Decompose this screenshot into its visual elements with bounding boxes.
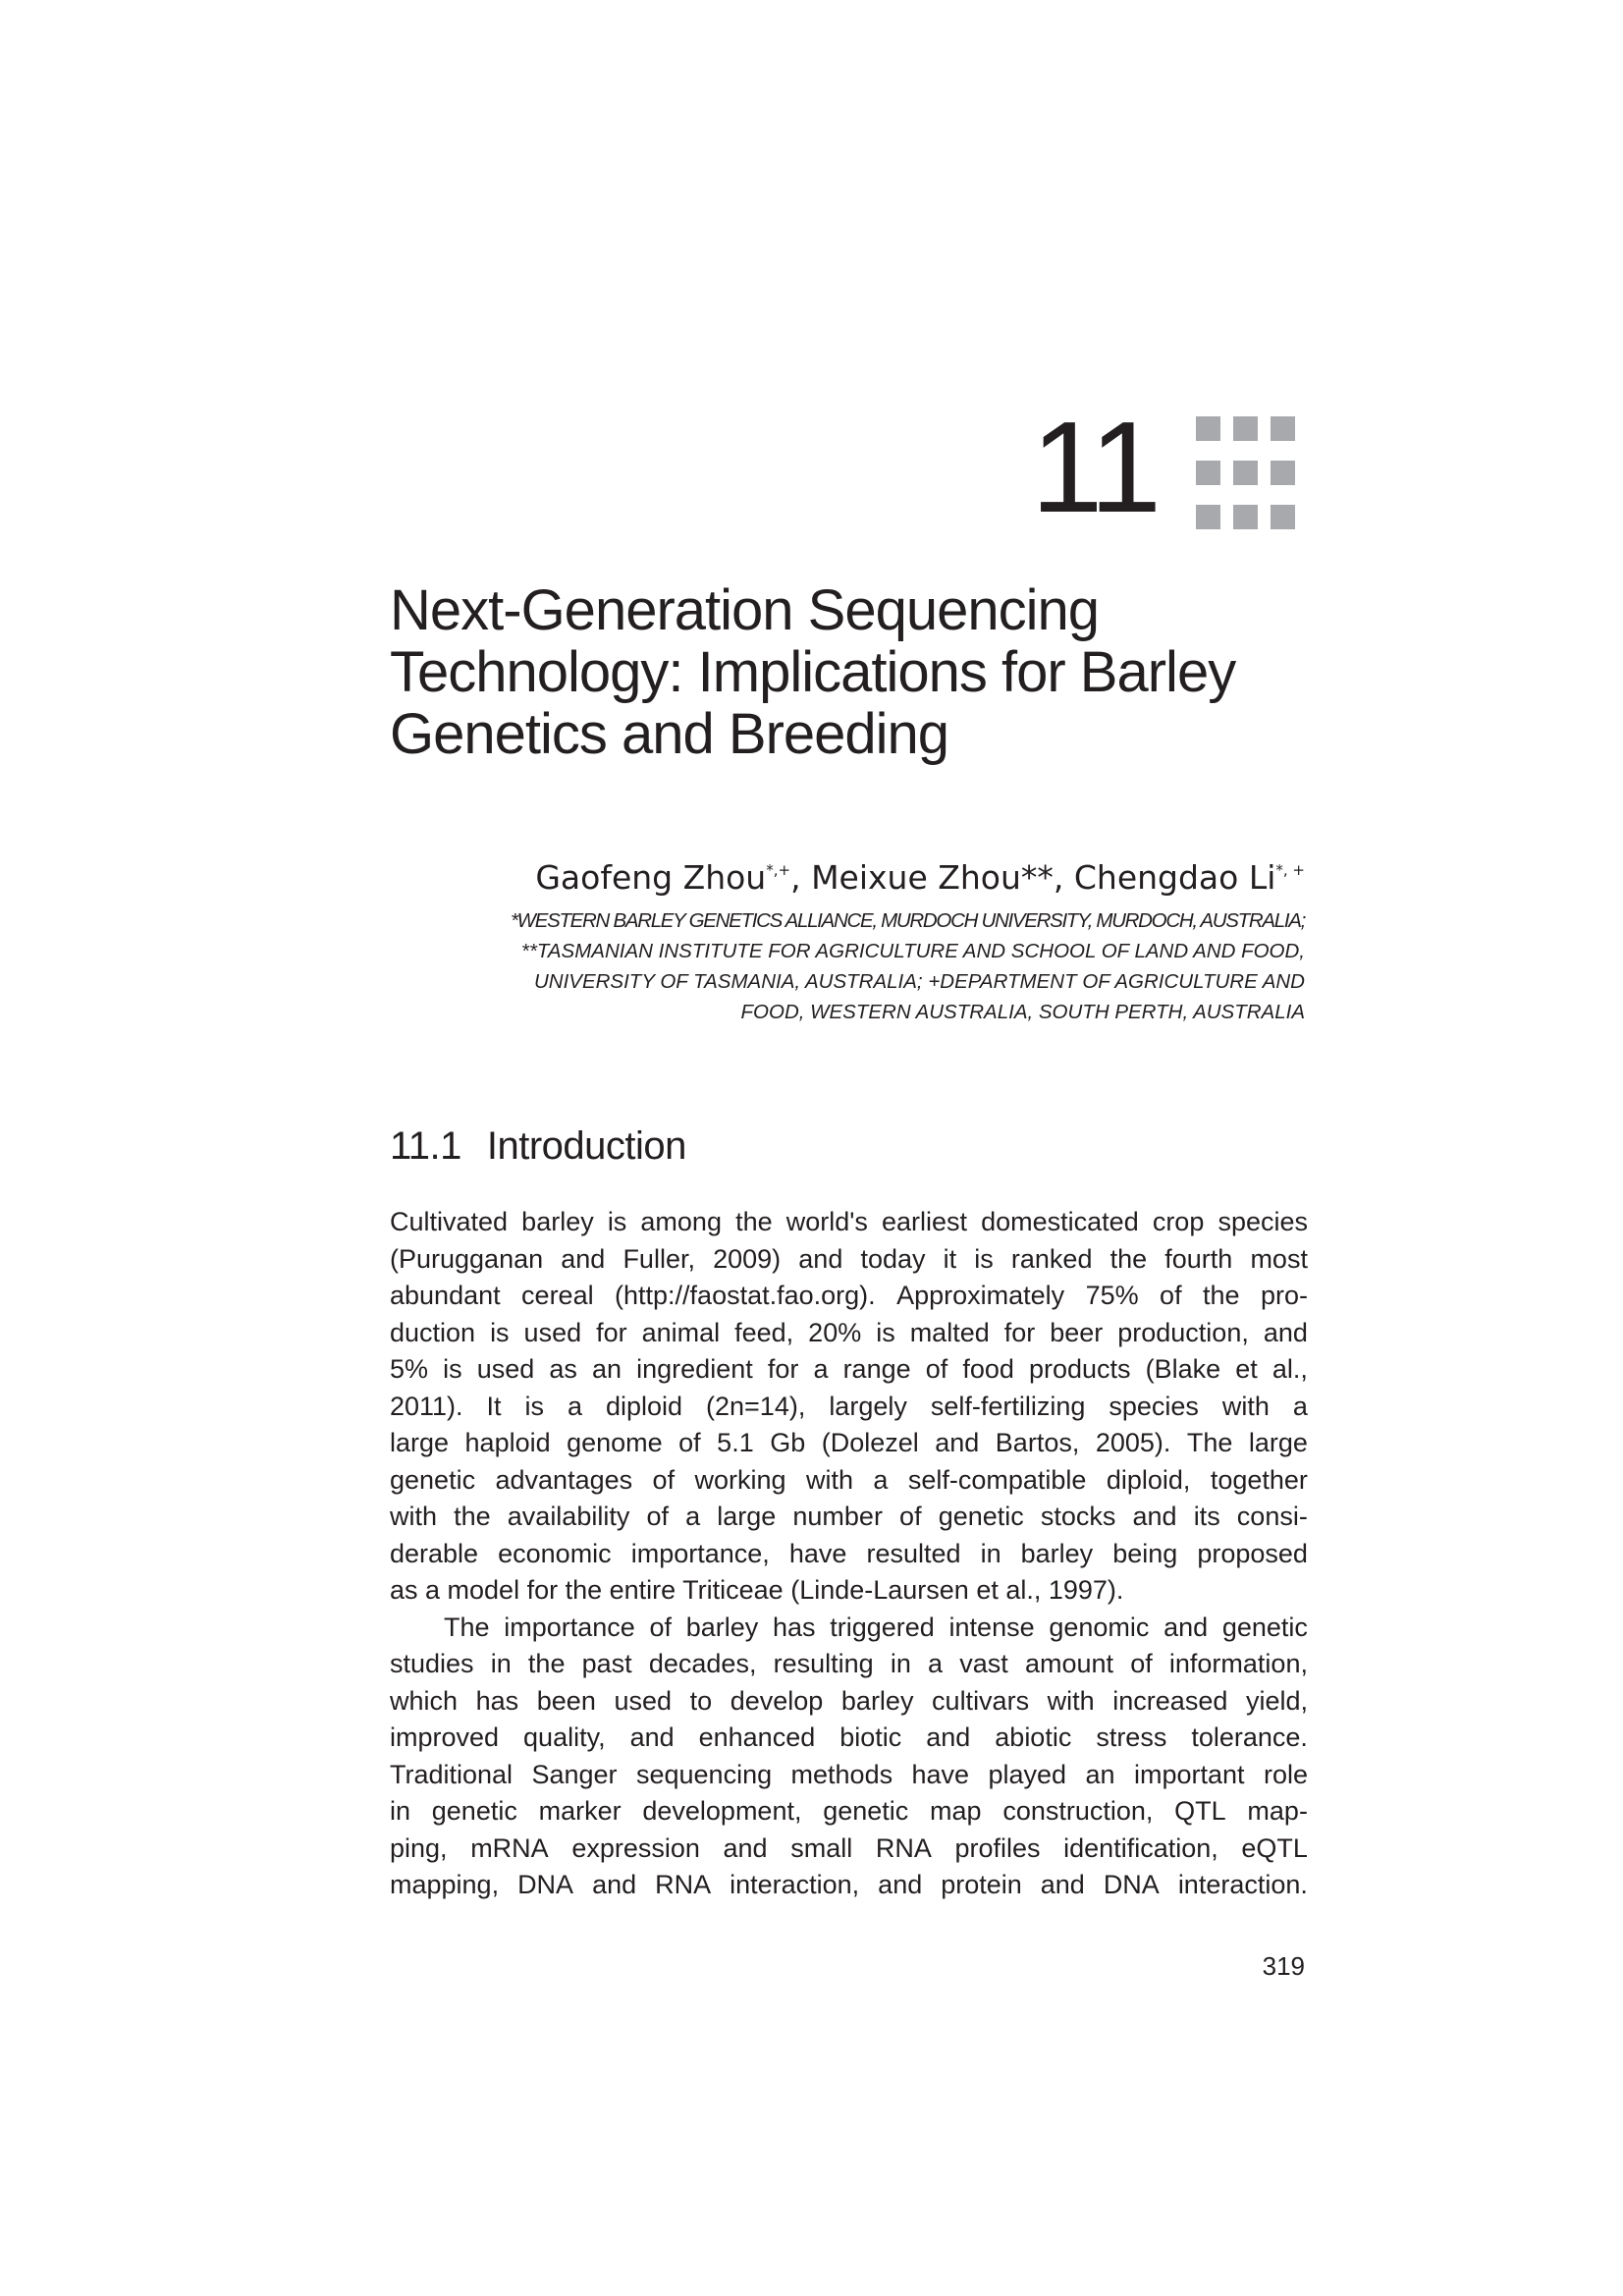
- word: economic: [498, 1538, 612, 1568]
- word: and: [935, 1428, 980, 1457]
- word: domesticated: [981, 1207, 1139, 1236]
- text-line: [390, 1462, 1308, 1500]
- word: being: [1112, 1538, 1178, 1568]
- word: food: [962, 1354, 1014, 1384]
- word: most: [1250, 1243, 1308, 1274]
- word: in: [390, 1796, 411, 1826]
- word: Traditional: [390, 1759, 514, 1789]
- word: with: [1047, 1685, 1095, 1716]
- text-line: [390, 1315, 1308, 1352]
- word: development,: [642, 1796, 802, 1826]
- word: marker: [538, 1796, 622, 1826]
- ornament-square: [1233, 505, 1258, 529]
- word: an: [1085, 1759, 1115, 1789]
- word: Bartos,: [995, 1428, 1080, 1457]
- word: abundant: [390, 1281, 501, 1310]
- word: and: [629, 1722, 675, 1752]
- word: fourth: [1164, 1243, 1233, 1274]
- word: (http://faostat.fao.org).: [615, 1281, 876, 1310]
- text-line: [390, 1499, 1308, 1536]
- word: the: [1109, 1243, 1148, 1274]
- word: importance: [504, 1612, 635, 1642]
- word: pro-: [1260, 1281, 1308, 1310]
- word: have: [911, 1759, 970, 1789]
- word: species: [1217, 1207, 1308, 1236]
- word: self-fertilizing: [930, 1391, 1086, 1421]
- chapter-grid-ornament: [1196, 416, 1295, 529]
- word: al.,: [1271, 1354, 1308, 1384]
- word: have: [788, 1538, 847, 1568]
- word: in: [890, 1649, 911, 1678]
- word: map-: [1247, 1796, 1308, 1826]
- word: methods: [790, 1759, 893, 1789]
- word: barley: [840, 1685, 914, 1716]
- word: diploid,: [1106, 1464, 1191, 1495]
- word: which: [390, 1685, 459, 1716]
- word: a: [813, 1354, 829, 1384]
- word: as a model for the entire Triticeae (Linde-Laursen et al., 1997).: [390, 1575, 1124, 1605]
- word: and: [926, 1722, 971, 1752]
- ornament-square: [1196, 461, 1220, 485]
- ornament-square: [1271, 505, 1295, 529]
- word: to: [689, 1685, 713, 1716]
- word: DNA: [517, 1870, 574, 1899]
- text-line: [390, 1646, 1308, 1683]
- text-line: [390, 1831, 1308, 1868]
- word: beer: [1050, 1317, 1104, 1347]
- word: The: [1186, 1428, 1233, 1457]
- chapter-title-line: Technology: Implications for Barley: [390, 640, 1236, 704]
- ornament-square: [1233, 461, 1258, 485]
- word: role: [1263, 1759, 1308, 1789]
- word: working: [694, 1464, 786, 1495]
- word: and: [1040, 1870, 1085, 1899]
- body-text: [390, 1204, 1308, 1904]
- word: cultivars: [932, 1685, 1030, 1716]
- text-line: [390, 1389, 1308, 1426]
- word: stress: [1096, 1722, 1167, 1752]
- text-line: [390, 1536, 1308, 1573]
- word: with: [1221, 1391, 1270, 1421]
- word: stocks: [1040, 1502, 1116, 1531]
- word: important: [1133, 1759, 1245, 1789]
- word: (Blake: [1145, 1354, 1221, 1384]
- word: DNA: [1103, 1870, 1160, 1899]
- word: tolerance.: [1191, 1722, 1308, 1752]
- word: crop: [1152, 1207, 1205, 1236]
- word: resulting: [773, 1649, 874, 1678]
- word: of: [925, 1354, 948, 1384]
- word: haploid: [464, 1428, 551, 1457]
- author-list: [535, 850, 1305, 898]
- word: consi-: [1236, 1502, 1308, 1531]
- word: and: [561, 1243, 606, 1274]
- author-affiliation-mark: *,+: [766, 861, 791, 879]
- word: genetic: [823, 1796, 909, 1826]
- word: develop: [730, 1685, 824, 1716]
- word: ranked: [1010, 1243, 1093, 1274]
- word: feed,: [734, 1317, 794, 1347]
- ornament-square: [1196, 505, 1220, 529]
- word: for: [596, 1317, 627, 1347]
- word: interaction.: [1177, 1870, 1308, 1899]
- word: genetic: [938, 1502, 1024, 1531]
- word: studies: [390, 1649, 474, 1678]
- word: it: [943, 1243, 957, 1274]
- word: of: [899, 1502, 922, 1531]
- section-heading: [390, 1122, 686, 1170]
- word: has: [773, 1612, 816, 1642]
- word: large: [1248, 1428, 1308, 1457]
- word: mapping,: [390, 1870, 500, 1899]
- word: is: [876, 1317, 895, 1347]
- word: of: [652, 1464, 676, 1495]
- word: ingredient: [636, 1354, 753, 1384]
- text-line: [390, 1720, 1308, 1757]
- word: QTL: [1174, 1796, 1226, 1826]
- word: expression: [571, 1832, 700, 1863]
- word: The: [444, 1612, 490, 1642]
- word: availability: [507, 1502, 630, 1531]
- word: a: [928, 1649, 944, 1678]
- text-line: [390, 1278, 1308, 1315]
- word: mRNA: [470, 1832, 549, 1863]
- word: RNA: [655, 1870, 712, 1899]
- word: Gb: [770, 1428, 806, 1457]
- word: small: [790, 1832, 853, 1863]
- word: in: [490, 1649, 512, 1678]
- word: 75%: [1085, 1281, 1139, 1310]
- word: barley: [521, 1207, 594, 1236]
- author-separator: ,: [790, 858, 812, 897]
- word: genomic: [1049, 1612, 1150, 1642]
- text-line: [390, 1610, 1308, 1647]
- chapter-title-line: Genetics and Breeding: [390, 702, 949, 766]
- word: improved: [390, 1722, 500, 1752]
- word: species: [1109, 1391, 1199, 1421]
- word: and: [798, 1243, 843, 1274]
- word: genetic: [431, 1796, 517, 1826]
- word: is: [607, 1207, 627, 1236]
- word: of: [1130, 1649, 1153, 1678]
- word: decades,: [648, 1649, 757, 1678]
- word: earliest: [881, 1207, 968, 1236]
- word: as: [549, 1354, 577, 1384]
- word: barley: [1020, 1538, 1094, 1568]
- word: used: [523, 1317, 582, 1347]
- chapter-title-line: Next-Generation Sequencing: [390, 578, 1100, 642]
- ornament-square: [1271, 416, 1295, 441]
- word: proposed: [1197, 1538, 1308, 1568]
- word: range: [842, 1354, 911, 1384]
- word: and: [1132, 1502, 1177, 1531]
- word: used: [614, 1685, 672, 1716]
- word: the: [454, 1502, 491, 1531]
- affiliations: [323, 905, 1305, 1027]
- word: malted: [909, 1317, 990, 1347]
- word: a: [873, 1464, 889, 1495]
- word: diploid: [605, 1391, 683, 1421]
- word: a: [567, 1391, 583, 1421]
- text-line: [390, 1351, 1308, 1389]
- text-line: [390, 1425, 1308, 1462]
- word: is: [974, 1243, 994, 1274]
- author-separator: ,: [1053, 858, 1074, 897]
- word: in: [980, 1538, 1001, 1568]
- word: yield,: [1245, 1685, 1308, 1716]
- word: 2011).: [390, 1391, 463, 1421]
- word: resulted: [866, 1538, 961, 1568]
- text-line: [390, 1757, 1308, 1794]
- word: self-compatible: [907, 1464, 1087, 1495]
- word: for: [1003, 1317, 1036, 1347]
- word: 2009): [713, 1243, 782, 1274]
- word: intense: [948, 1612, 1035, 1642]
- ornament-square: [1271, 461, 1295, 485]
- text-line: [390, 1683, 1308, 1721]
- word: is: [524, 1391, 545, 1421]
- ornament-square: [1196, 416, 1220, 441]
- word: played: [988, 1759, 1067, 1789]
- word: importance,: [630, 1538, 770, 1568]
- word: an: [592, 1354, 622, 1384]
- word: duction: [390, 1317, 476, 1347]
- word: and: [723, 1832, 768, 1863]
- word: number: [792, 1502, 883, 1531]
- word: large: [390, 1428, 450, 1457]
- word: of: [1160, 1281, 1182, 1310]
- author-name: Chengdao Li: [1073, 858, 1276, 897]
- text-line: [390, 1867, 1308, 1904]
- word: the: [1203, 1281, 1240, 1310]
- author-name: Meixue Zhou**: [811, 858, 1054, 897]
- word: biotic: [839, 1722, 902, 1752]
- word: 5%: [390, 1354, 429, 1384]
- word: with: [805, 1464, 853, 1495]
- affiliation-line: *WESTERN BARLEY GENETICS ALLIANCE, MURDOCH UNIVERSITY, MURDOCH, AUSTRALIA;: [510, 909, 1305, 932]
- text-line: [390, 1572, 1308, 1610]
- word: and: [1263, 1317, 1308, 1347]
- word: products: [1029, 1354, 1131, 1384]
- word: of: [649, 1612, 673, 1642]
- word: of: [678, 1428, 701, 1457]
- word: enhanced: [698, 1722, 816, 1752]
- word: (Dolezel: [821, 1428, 919, 1457]
- word: Approximately: [896, 1281, 1065, 1310]
- word: triggered: [830, 1612, 935, 1642]
- word: protein: [941, 1870, 1022, 1899]
- text-line: [390, 1241, 1308, 1279]
- affiliation-line: **TASMANIAN INSTITUTE FOR AGRICULTURE AND SCHOOL OF LAND AND FOOD,: [520, 940, 1305, 962]
- word: past: [581, 1649, 632, 1678]
- author-affiliation-mark: *, +: [1275, 861, 1305, 879]
- word: the: [735, 1207, 773, 1236]
- word: derable: [390, 1538, 479, 1568]
- word: and: [878, 1870, 923, 1899]
- word: genetic: [1221, 1612, 1308, 1642]
- word: cereal: [521, 1281, 594, 1310]
- word: largely: [829, 1391, 907, 1421]
- word: for: [767, 1354, 799, 1384]
- word: with: [390, 1502, 438, 1531]
- word: and: [1163, 1612, 1209, 1642]
- word: genetic: [390, 1464, 476, 1495]
- word: has: [475, 1685, 519, 1716]
- word: ping,: [390, 1832, 448, 1863]
- word: used: [476, 1354, 535, 1384]
- chapter-number: 11: [1031, 395, 1159, 539]
- word: RNA: [875, 1832, 932, 1863]
- word: (Purugganan: [390, 1243, 544, 1274]
- word: genome: [567, 1428, 663, 1457]
- word: quality,: [523, 1722, 606, 1752]
- word: map: [930, 1796, 982, 1826]
- word: a: [1292, 1391, 1308, 1421]
- word: together: [1210, 1464, 1308, 1495]
- word: Sanger: [531, 1759, 618, 1789]
- word: construction,: [1002, 1796, 1154, 1826]
- word: 20%: [808, 1317, 862, 1347]
- word: Cultivated: [390, 1207, 509, 1236]
- word: of: [646, 1502, 669, 1531]
- word: barley: [685, 1612, 759, 1642]
- word: Fuller,: [622, 1243, 695, 1274]
- affiliation-line: UNIVERSITY OF TASMANIA, AUSTRALIA; +DEPARTMENT OF AGRICULTURE AND: [533, 970, 1305, 993]
- section-title: Introduction: [486, 1124, 686, 1168]
- word: (2n=14),: [706, 1391, 806, 1421]
- word: vast: [959, 1649, 1008, 1678]
- word: amount: [1024, 1649, 1114, 1678]
- page-number: 319: [1262, 1951, 1305, 1981]
- word: is: [443, 1354, 462, 1384]
- word: been: [536, 1685, 596, 1716]
- ornament-square: [1233, 416, 1258, 441]
- word: among: [640, 1207, 722, 1236]
- word: world's: [785, 1207, 868, 1236]
- word: its: [1193, 1502, 1220, 1531]
- paragraph: [390, 1610, 1308, 1904]
- word: et: [1235, 1354, 1258, 1384]
- word: abiotic: [995, 1722, 1072, 1752]
- word: today: [860, 1243, 926, 1274]
- word: increased: [1112, 1685, 1228, 1716]
- word: 2005).: [1095, 1428, 1171, 1457]
- word: advantages: [495, 1464, 633, 1495]
- word: production,: [1117, 1317, 1249, 1347]
- chapter-title: [390, 579, 1273, 765]
- word: large: [717, 1502, 777, 1531]
- word: eQTL: [1241, 1832, 1308, 1863]
- word: sequencing: [635, 1759, 773, 1789]
- word: identification,: [1063, 1832, 1218, 1863]
- word: and: [592, 1870, 637, 1899]
- text-line: [390, 1793, 1308, 1831]
- word: interaction,: [730, 1870, 860, 1899]
- author-name: Gaofeng Zhou: [535, 858, 767, 897]
- paragraph: [390, 1204, 1308, 1610]
- text-line: [390, 1204, 1308, 1241]
- word: 5.1: [717, 1428, 754, 1457]
- affiliation-line: FOOD, WESTERN AUSTRALIA, SOUTH PERTH, AUSTRALIA: [740, 1001, 1305, 1023]
- word: information,: [1168, 1649, 1308, 1678]
- section-number: 11.1: [390, 1124, 461, 1168]
- word: animal: [641, 1317, 721, 1347]
- word: It: [486, 1391, 502, 1421]
- word: a: [685, 1502, 701, 1531]
- word: the: [527, 1649, 566, 1678]
- word: profiles: [954, 1832, 1041, 1863]
- word: is: [490, 1317, 510, 1347]
